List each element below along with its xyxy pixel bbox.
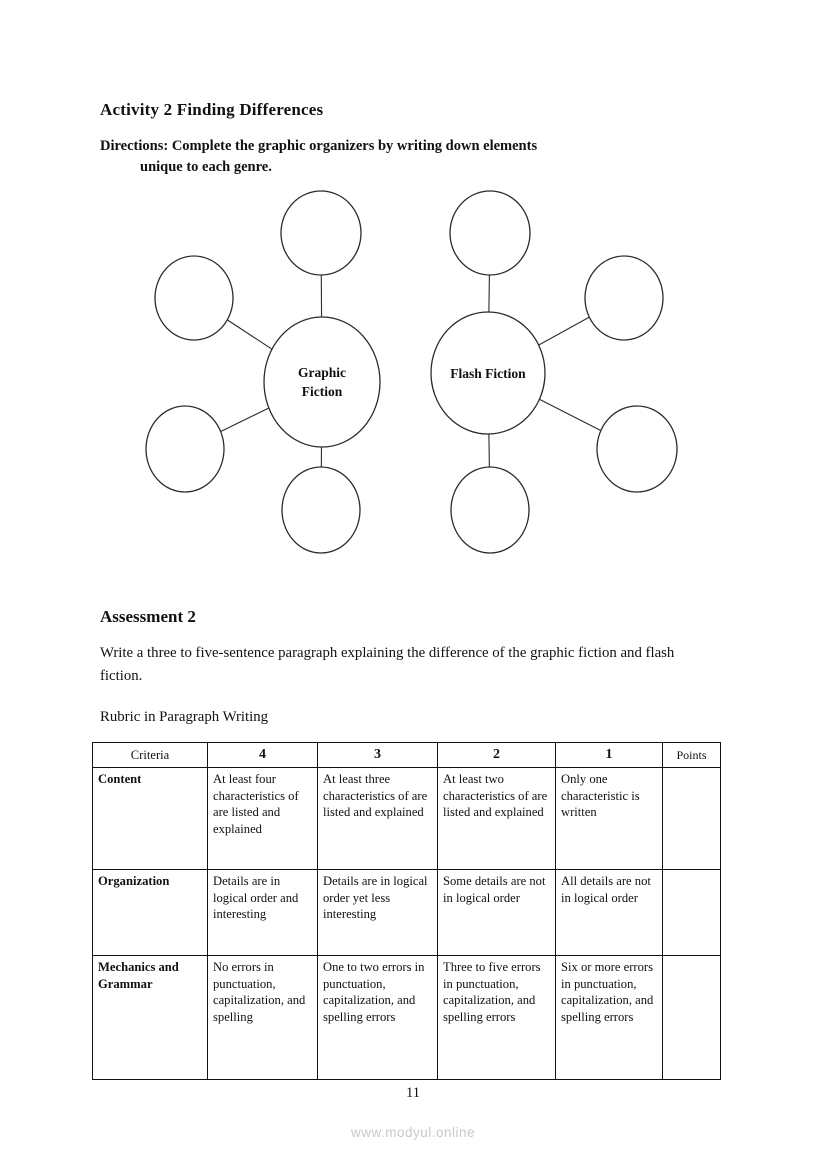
- rubric-cell: Only one characteristic is written: [556, 768, 663, 870]
- left-top-blank-circle: [281, 191, 361, 275]
- rubric-criteria-organization: Organization: [93, 870, 208, 956]
- rubric-points-cell: [663, 768, 721, 870]
- rubric-cell: One to two errors in punctuation, capitalization, and spelling errors: [318, 956, 438, 1080]
- rubric-cell: Details are in logical order and interesting: [208, 870, 318, 956]
- rubric-row-content: [93, 768, 721, 870]
- assessment-title: Assessment 2: [100, 607, 196, 626]
- right-upperright-blank-circle: [585, 256, 663, 340]
- left-center-label-line2: Fiction: [301, 384, 343, 399]
- rubric-header-score-4: 4: [208, 743, 318, 768]
- rubric-header-score-2: 2: [438, 743, 556, 768]
- rubric-cell: At least two characteristics of are listed and explained: [438, 768, 556, 870]
- rubric-cell: All details are not in logical order: [556, 870, 663, 956]
- rubric-header-points: Points: [663, 743, 721, 768]
- left-center-circle: [264, 317, 380, 447]
- rubric-cell: At least three characteristics of are listed and explained: [318, 768, 438, 870]
- left-lowerleft-blank-circle: [146, 406, 224, 492]
- rubric-cell: Details are in logical order yet less interesting: [318, 870, 438, 956]
- right-lowerright-blank-circle: [597, 406, 677, 492]
- rubric-criteria-content: Content: [93, 768, 208, 870]
- left-center-label-line1: Graphic: [297, 365, 347, 380]
- rubric-header-score-3: 3: [318, 743, 438, 768]
- rubric-criteria-mechanics: Mechanics and Grammar: [93, 956, 208, 1080]
- left-upperleft-blank-circle: [155, 256, 233, 340]
- directions-line-2: unique to each genre.: [140, 159, 272, 175]
- graphic-organizers: [0, 185, 826, 570]
- right-top-blank-circle: [450, 191, 530, 275]
- rubric-table: [92, 742, 721, 1080]
- rubric-cell: Some details are not in logical order: [438, 870, 556, 956]
- rubric-header-score-1: 1: [556, 743, 663, 768]
- right-bottom-blank-circle: [451, 467, 529, 553]
- rubric-header-criteria: Criteria: [93, 743, 208, 768]
- rubric-cell: Six or more errors in punctuation, capitalization, and spelling errors: [556, 956, 663, 1080]
- assessment-instruction: Write a three to five-sentence paragraph explaining the difference of the graphic fiction and flash fiction.: [100, 645, 675, 684]
- rubric-header-row: [93, 743, 721, 768]
- rubric-cell: Three to five errors in punctuation, capitalization, and spelling errors: [438, 956, 556, 1080]
- rubric-row-organization: [93, 870, 721, 956]
- directions-line-1: Directions: Complete the graphic organizers by writing down elements: [100, 138, 538, 154]
- left-bottom-blank-circle: [282, 467, 360, 553]
- organizer-diagram: [0, 185, 826, 570]
- rubric-cell: No errors in punctuation, capitalization, and spelling: [208, 956, 318, 1080]
- watermark: www.modyul.online: [350, 1125, 476, 1140]
- directions-text: [100, 136, 740, 178]
- rubric-title: Rubric in Paragraph Writing: [100, 709, 269, 725]
- rubric-cell: At least four characteristics of are listed and explained: [208, 768, 318, 870]
- rubric-points-cell: [663, 956, 721, 1080]
- rubric-row-mechanics: [93, 956, 721, 1080]
- rubric-points-cell: [663, 870, 721, 956]
- activity-title: Activity 2 Finding Differences: [100, 100, 324, 119]
- page-number: 11: [406, 1085, 420, 1101]
- right-center-label: Flash Fiction: [450, 366, 526, 381]
